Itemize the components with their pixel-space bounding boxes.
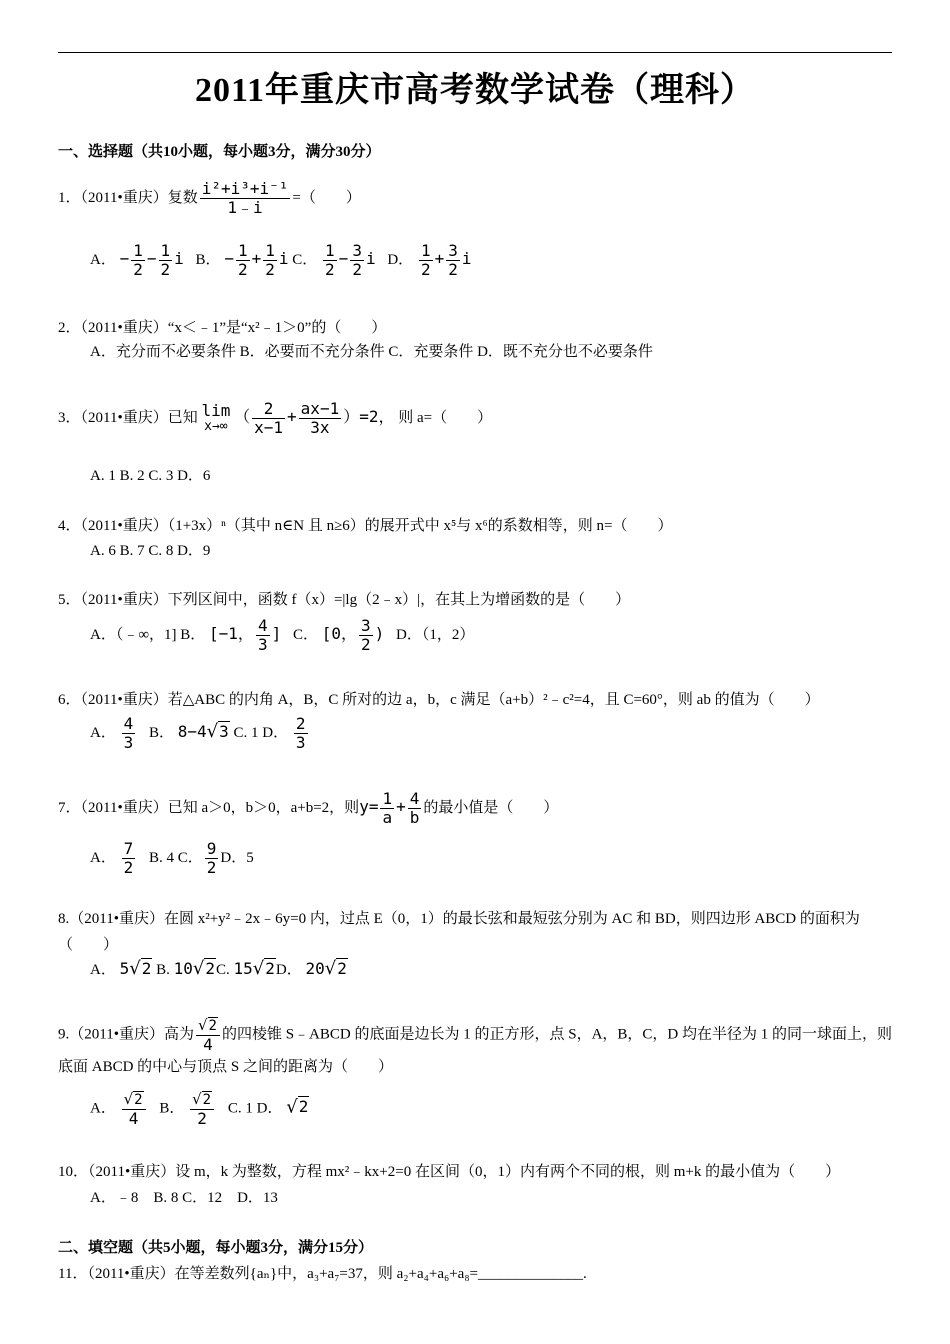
question-6-options: A． $\frac{4}{3}$ B． 8−4√3 C. 1 D． $\frac{2}{3}$ (90, 714, 306, 752)
question-11: 11．（2011•重庆）在等差数列{aₙ}中，a₃+a₇=37，则 a₂+a₄+a₆+a₈=______________. (58, 1266, 587, 1282)
question-10-options: A．﹣8 B. 8 C．12 D．13 (90, 1190, 278, 1206)
section-heading-choice: 一、选择题（共10小题，每小题3分，满分30分） (58, 144, 381, 160)
question-6: 6．（2011•重庆）若△ABC 的内角 A，B，C 所对的边 a，b，c 满足（a+b）²﹣c²=4，且 C=60°，则 ab 的值为（ ） (58, 692, 820, 708)
question-7: 7．（2011•重庆）已知 a＞0，b＞0，a+b=2，则y= $\frac{1}{a}$ + $\frac{4}{b}$ 的最小值是（ ） (58, 789, 559, 827)
question-7-options: A． $\frac{7}{2}$ B. 4 C． $\frac{9}{2}$ D．5 (90, 839, 254, 877)
question-3: 3．（2011•重庆）已知 lim x→∞ （ $\frac{2}{x-1}$ + $\frac{ax-1}{3x}$ ）=2， 则 a=（ ） (58, 399, 493, 437)
question-9: 9.（2011•重庆）高为 $\frac{√2}{4}$ 的四棱锥 S﹣ABCD 的底面是边长为 1 的正方形，点 S，A，B，C，D 均在半径为 1 的同一球面上，则底面 ABCD 的中心与顶点 S 之间的距离为（ ） (58, 1016, 892, 1075)
question-2: 2．（2011•重庆）“x＜﹣1”是“x²﹣1＞0”的（ ） (58, 320, 387, 336)
page-title: 2011年重庆市高考数学试卷（理科） (194, 72, 756, 109)
question-10: 10．（2011•重庆）设 m，k 为整数，方程 mx²﹣kx+2=0 在区间（0，1）内有两个不同的根，则 m+k 的最小值为（ ） (58, 1164, 841, 1180)
question-1-options: A． − $\frac{1}{2}$ − $\frac{1}{2}$ i B． − $\frac{1}{2}$ + $\frac{1}{2}$ i C． $\frac{1}{2}$ − $\frac{3}{2}$ i D． $\frac{1}{2}$ + $\frac{3}{2}$ i (90, 241, 472, 279)
question-8-options: A． 5√2 B. 10√2C. 15√2D． 20√2 (90, 958, 347, 979)
question-5-options: A．（﹣∞，1] B． [−1， $\frac{4}{3}$ ] C． [0， $\frac{3}{2}$ ) D．（1，2） (90, 616, 475, 654)
question-4: 4．（2011•重庆）（1+3x）ⁿ（其中 n∈N 且 n≥6）的展开式中 x⁵与 x⁶的系数相等，则 n=（ ） (58, 518, 673, 534)
question-5: 5．（2011•重庆）下列区间中，函数 f（x）=|lg（2﹣x）|，在其上为增函数的是（ ） (58, 592, 631, 608)
section-heading-fill: 二、填空题（共5小题，每小题3分，满分15分） (58, 1240, 374, 1256)
question-9-options: A． $\frac{√2}{4}$ B． $\frac{√2}{2}$ C. 1 D． √2 (90, 1090, 309, 1128)
q1-fraction: $\frac{\text{i²+i³+i⁻¹}}{1﹣i}$ (201, 179, 289, 217)
question-1: 1．（2011•重庆）复数 $\frac{\text{i²+i³+i⁻¹}}{1﹣i}$ =（ ） (58, 179, 361, 217)
question-2-options: A．充分而不必要条件 B．必要而不充分条件 C．充要条件 D．既不充分也不必要条件 (90, 344, 653, 360)
question-3-options: A. 1 B. 2 C. 3 D．6 (90, 468, 211, 484)
question-8: 8.（2011•重庆）在圆 x²+y²﹣2x﹣6y=0 内，过点 E（0，1）的最长弦和最短弦分别为 AC 和 BD，则四边形 ABCD 的面积为（ ） (58, 911, 860, 953)
top-rule (58, 52, 892, 53)
question-4-options: A. 6 B. 7 C. 8 D．9 (90, 543, 211, 559)
